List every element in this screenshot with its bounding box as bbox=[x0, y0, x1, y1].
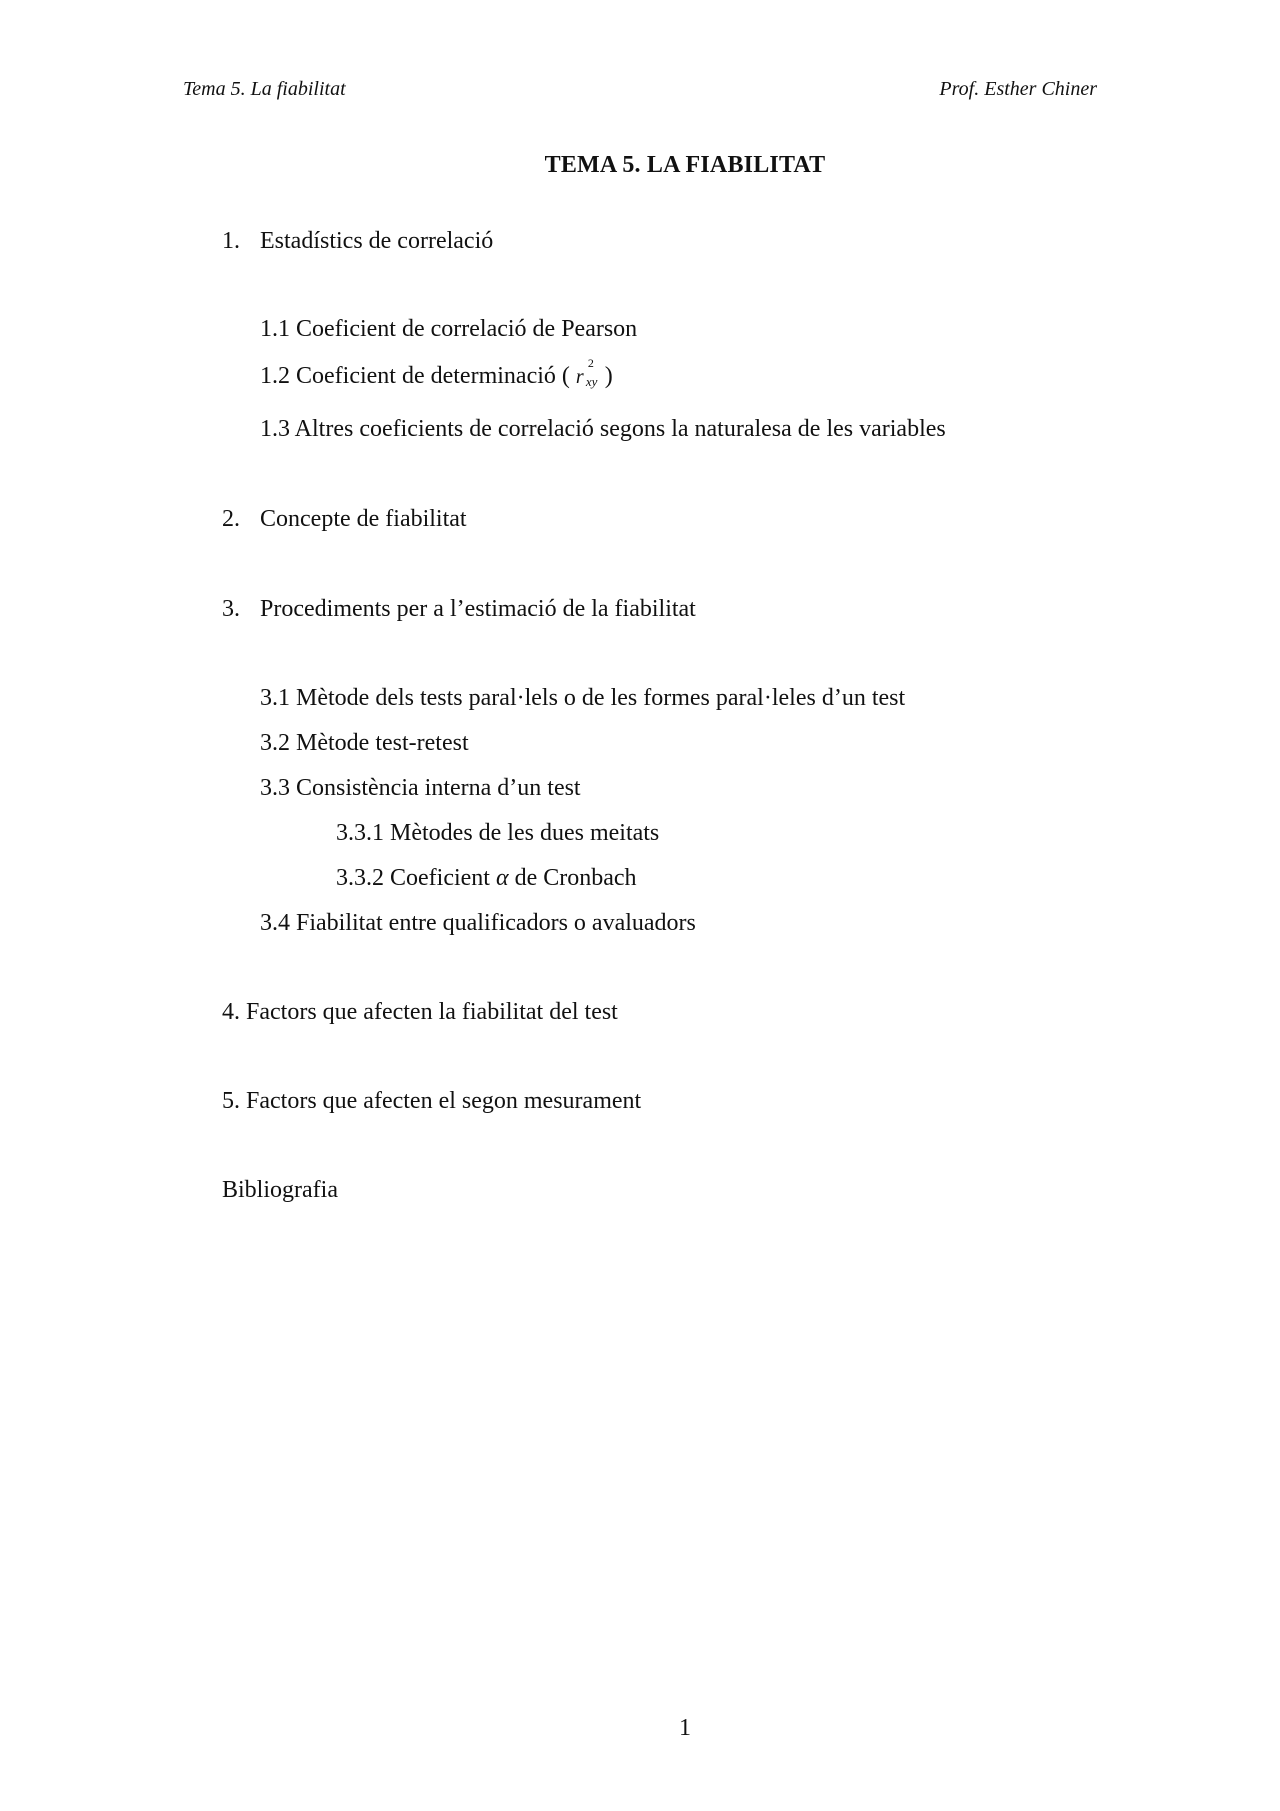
toc-section-1-number: 1. bbox=[222, 228, 240, 254]
formula-subscript: xy bbox=[585, 374, 598, 389]
toc-section-3-number: 3. bbox=[222, 596, 240, 622]
formula-superscript: 2 bbox=[587, 356, 594, 370]
toc-item-1-2-label: 1.2 Coeficient de determinació bbox=[260, 363, 556, 389]
page-number: 1 bbox=[679, 1715, 691, 1741]
formula-symbol: r bbox=[575, 366, 584, 388]
toc-item-3-4: 3.4 Fiabilitat entre qualificadors o avaluadors bbox=[260, 910, 696, 936]
formula-open-paren: ( bbox=[561, 363, 570, 389]
toc-item-3-1: 3.1 Mètode dels tests paral·lels o de les formes paral·leles d’un test bbox=[260, 685, 906, 711]
toc-item-1-2 bbox=[260, 356, 613, 390]
toc-section-2 bbox=[222, 506, 467, 533]
toc-section-5: 5. Factors que afecten el segon mesurament bbox=[222, 1088, 642, 1114]
toc-item-3-3-2 bbox=[336, 865, 637, 892]
toc-item-3-2: 3.2 Mètode test-retest bbox=[260, 730, 469, 756]
alpha-symbol: α bbox=[495, 865, 509, 891]
toc-section-1-label: Estadístics de correlació bbox=[260, 228, 494, 254]
running-header-right: Prof. Esther Chiner bbox=[939, 78, 1097, 100]
formula-close-paren: ) bbox=[604, 363, 613, 389]
toc-section-3-label: Procediments per a l’estimació de la fiabilitat bbox=[260, 596, 696, 622]
toc-item-3-3: 3.3 Consistència interna d’un test bbox=[260, 775, 581, 801]
toc-section-2-number: 2. bbox=[222, 506, 240, 532]
toc-item-1-1: 1.1 Coeficient de correlació de Pearson bbox=[260, 316, 638, 342]
toc-section-1 bbox=[222, 228, 493, 255]
toc-section-4: 4. Factors que afecten la fiabilitat del test bbox=[222, 999, 618, 1025]
toc-section-3 bbox=[222, 596, 696, 623]
document-title: TEMA 5. LA FIABILITAT bbox=[544, 152, 826, 178]
r-squared-formula bbox=[575, 356, 599, 389]
toc-bibliography: Bibliografia bbox=[222, 1177, 338, 1203]
toc-item-1-3: 1.3 Altres coeficients de correlació segons la naturalesa de les variables bbox=[260, 416, 946, 442]
running-header-left: Tema 5. La fiabilitat bbox=[183, 78, 346, 100]
toc-item-3-3-1: 3.3.1 Mètodes de les dues meitats bbox=[336, 820, 660, 846]
toc-section-2-label: Concepte de fiabilitat bbox=[260, 506, 467, 532]
toc-item-3-3-2-label: 3.3.2 Coeficient bbox=[336, 865, 490, 891]
toc-item-3-3-2-suffix: de Cronbach bbox=[514, 865, 637, 891]
